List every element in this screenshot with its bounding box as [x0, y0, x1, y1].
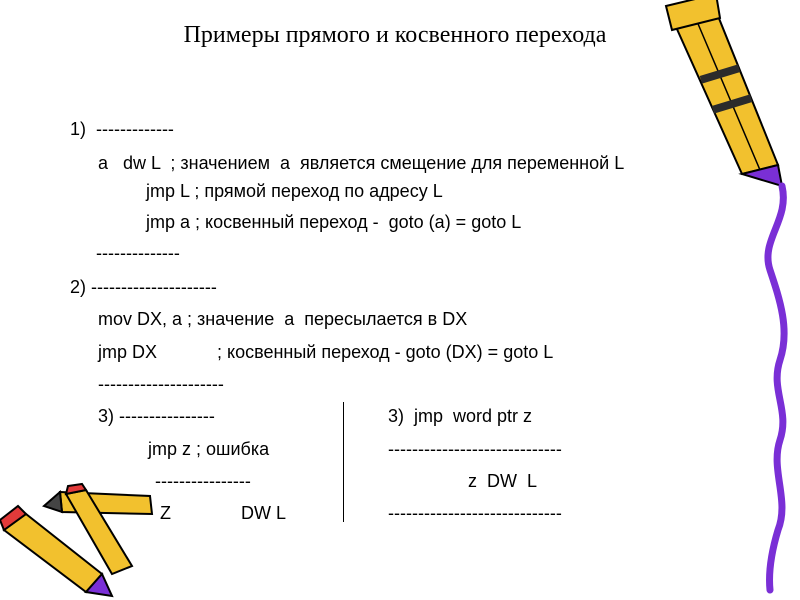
code-line-jmp-dx: jmp DX ; косвенный переход - goto (DX) = goto L	[98, 342, 554, 362]
code-line-mov: mov DX, a ; значение a пересылается в DX	[98, 309, 468, 329]
pencil-icon-top-right	[666, 0, 782, 186]
code-line-jmp-l: jmp L ; прямой переход по адресу L	[146, 181, 443, 201]
code-line-dw: a dw L ; значением a является смещение для переменной L	[98, 153, 625, 173]
section-3-left-separator: ----------------	[155, 471, 251, 491]
section-3-left-header: 3) ----------------	[98, 406, 215, 426]
code-line-jmp-z: jmp z ; ошибка	[148, 439, 270, 459]
page-title: Примеры прямого и косвенного перехода	[183, 22, 607, 48]
code-line-jmp-a: jmp a ; косвенный переход - goto (a) = goto L	[146, 212, 522, 232]
section-3-right-separator-top: -----------------------------	[388, 439, 562, 459]
pencil-icon-bottom-left	[0, 484, 152, 596]
section-3-right-header: 3) jmp word ptr z	[388, 406, 533, 426]
ribbon-icon	[768, 186, 784, 590]
section-1-header: 1) -------------	[70, 119, 174, 139]
section-1-separator: --------------	[96, 243, 180, 263]
section-3-right-separator-bottom: -----------------------------	[388, 503, 562, 523]
section-2-separator: ---------------------	[98, 374, 224, 394]
code-line-z-dw-right: z DW L	[468, 471, 538, 491]
code-line-z-dw-left: Z DW L	[160, 503, 287, 523]
section-2-header: 2) ---------------------	[70, 277, 217, 297]
